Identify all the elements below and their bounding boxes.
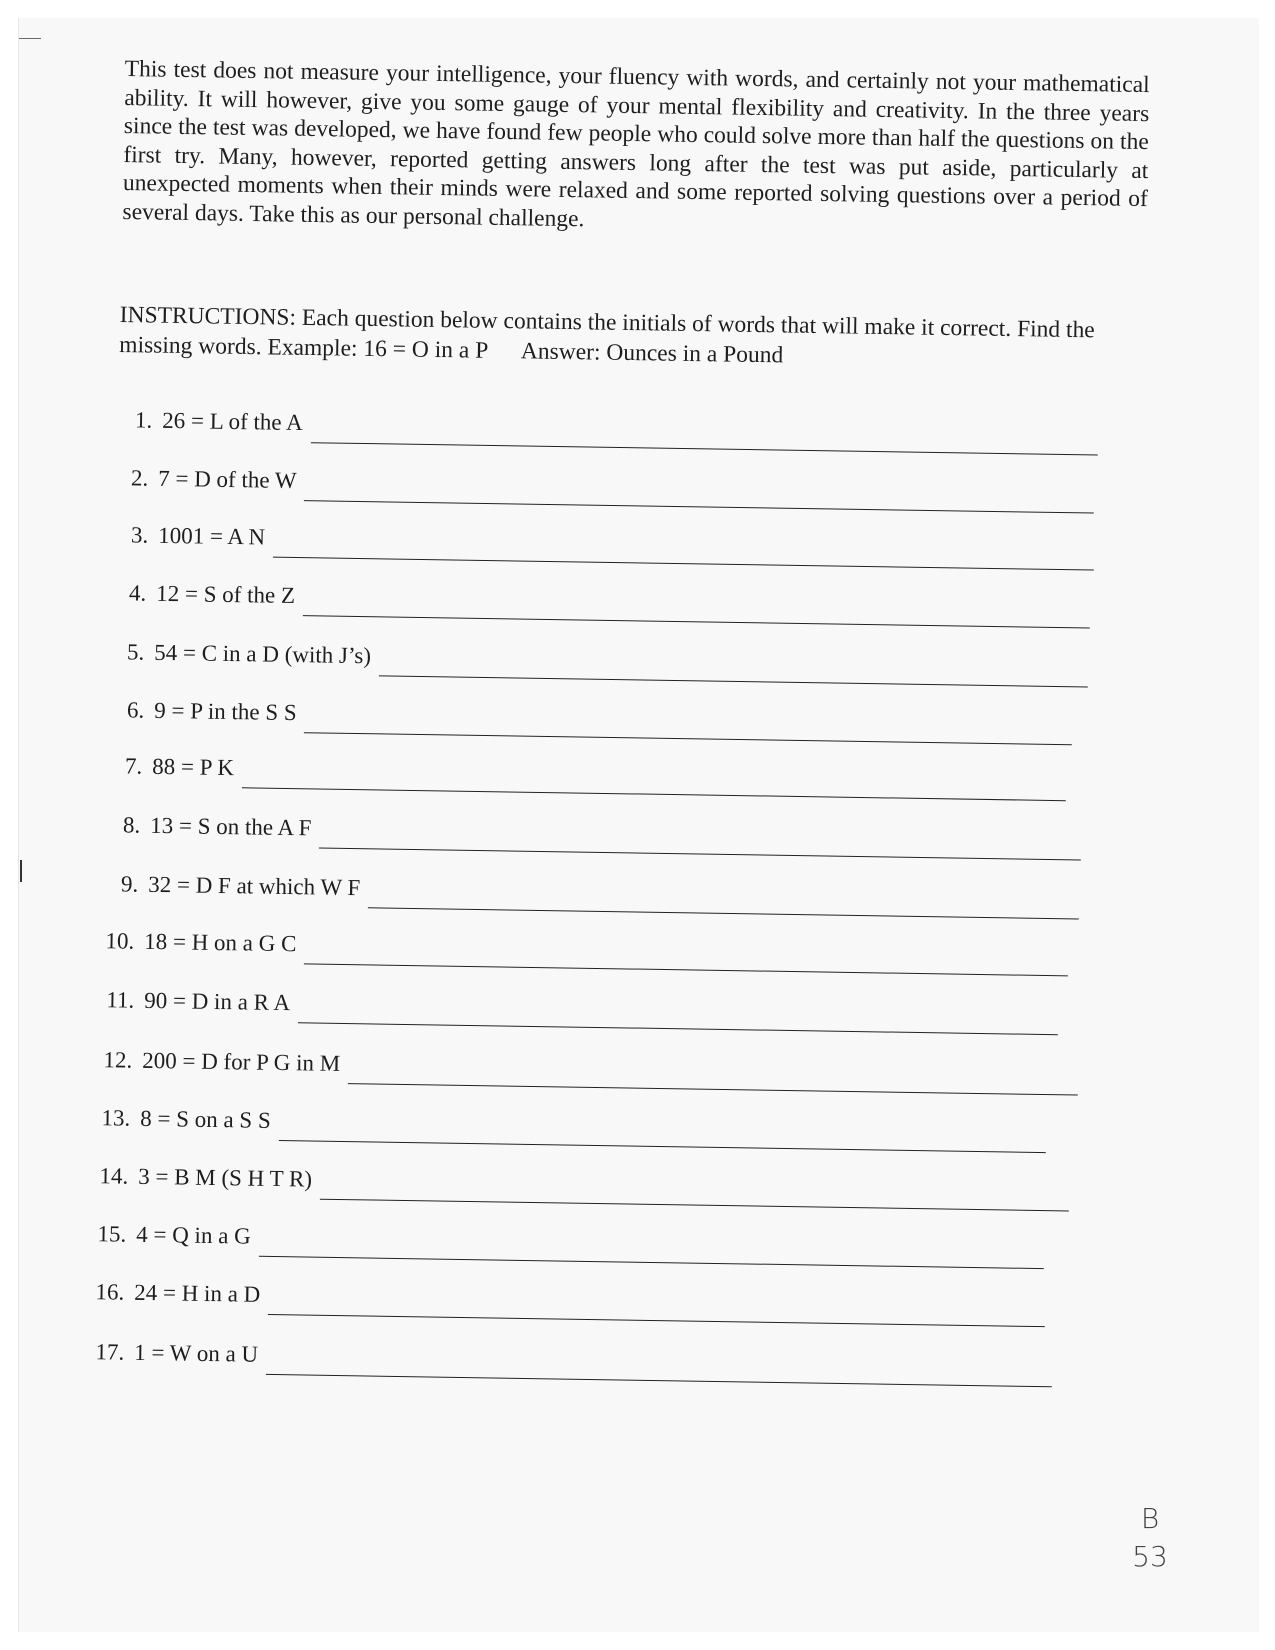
question-text: 1001 = A N bbox=[158, 522, 266, 550]
question-text: 9 = P in the S S bbox=[154, 697, 297, 726]
answer-blank[interactable] bbox=[319, 847, 1081, 861]
question-text: 26 = L of the A bbox=[162, 407, 303, 436]
question-row bbox=[84, 1156, 1069, 1205]
question-text: 7 = D of the W bbox=[158, 465, 297, 494]
answer-blank[interactable] bbox=[348, 1082, 1078, 1095]
question-row bbox=[104, 515, 1094, 565]
intro-paragraph: This test does not measure your intelligence, your fluency with words, and certainly not your mathematical ability. It will however, give you some gauge of your mental flexibility and creativity. In the three years since the test was developed, we have found few people who could solve more than half the questions on the first try. Many, however, reported getting answers long after the test was put aside, particularly at unexpected moments when their minds were relaxed and some reported solving questions over a period of several days. Take this as our personal challenge. bbox=[122, 55, 1150, 232]
question-number: 17. bbox=[95, 1339, 125, 1365]
question-row bbox=[88, 1040, 1078, 1090]
question-row bbox=[86, 1098, 1046, 1147]
question-number: 13. bbox=[101, 1105, 131, 1131]
instructions-label: INSTRUCTIONS: bbox=[119, 301, 297, 331]
answer-blank[interactable] bbox=[368, 906, 1079, 919]
question-text: 12 = S of the Z bbox=[156, 580, 296, 609]
question-number: 3. bbox=[130, 522, 149, 548]
question-row bbox=[96, 805, 1081, 854]
question-number: 8. bbox=[122, 812, 141, 838]
question-number: 7. bbox=[124, 753, 143, 779]
answer-blank[interactable] bbox=[379, 674, 1088, 687]
example-text: 16 = O in a P bbox=[363, 335, 489, 364]
question-number: 4. bbox=[128, 580, 147, 606]
answer-blank[interactable] bbox=[298, 1021, 1058, 1035]
question-row bbox=[102, 573, 1090, 623]
question-row bbox=[108, 400, 1098, 450]
question-text: 54 = C in a D (with J’s) bbox=[154, 639, 372, 669]
question-number: 11. bbox=[106, 987, 135, 1013]
question-row bbox=[90, 980, 1058, 1029]
question-row bbox=[90, 921, 1068, 970]
question-row bbox=[82, 1214, 1044, 1263]
question-number: 10. bbox=[105, 928, 135, 954]
handwritten-page-mark bbox=[1120, 1500, 1180, 1576]
answer-blank[interactable] bbox=[268, 1313, 1045, 1327]
handwritten-page-number: 53 bbox=[1132, 1540, 1168, 1573]
question-text: 3 = B M (S H T R) bbox=[138, 1163, 313, 1192]
question-number: 16. bbox=[95, 1279, 125, 1305]
answer-blank[interactable] bbox=[303, 614, 1090, 628]
question-text: 24 = H in a D bbox=[134, 1279, 261, 1307]
question-number: 14. bbox=[99, 1163, 129, 1189]
question-number: 12. bbox=[103, 1047, 133, 1073]
question-text: 200 = D for P G in M bbox=[142, 1047, 341, 1076]
question-number: 5. bbox=[126, 639, 145, 665]
question-row bbox=[80, 1332, 1052, 1381]
answer-blank[interactable] bbox=[273, 556, 1094, 571]
question-text: 18 = H on a G C bbox=[144, 928, 297, 957]
answer-blank[interactable] bbox=[258, 1255, 1043, 1269]
answer-blank[interactable] bbox=[310, 441, 1097, 455]
answer-blank[interactable] bbox=[304, 499, 1094, 513]
question-number: 9. bbox=[120, 871, 139, 897]
answer-blank[interactable] bbox=[278, 1139, 1045, 1153]
question-row bbox=[100, 690, 1072, 739]
answer-blank[interactable] bbox=[304, 962, 1068, 976]
answer-text: Ounces in a Pound bbox=[606, 339, 784, 369]
question-row bbox=[104, 458, 1094, 508]
question-text: 8 = S on a S S bbox=[140, 1105, 271, 1133]
answer-blank[interactable] bbox=[242, 786, 1066, 801]
question-text: 88 = P K bbox=[152, 753, 235, 781]
question-number: 6. bbox=[126, 697, 145, 723]
question-row bbox=[94, 864, 1079, 913]
answer-blank[interactable] bbox=[266, 1373, 1052, 1387]
answer-label: Answer: bbox=[520, 338, 601, 366]
question-text: 4 = Q in a G bbox=[136, 1221, 251, 1249]
question-text: 13 = S on the A F bbox=[150, 812, 312, 841]
question-text: 32 = D F at which W F bbox=[148, 871, 361, 901]
question-number: 15. bbox=[97, 1221, 127, 1247]
question-row bbox=[98, 746, 1066, 795]
question-number: 2. bbox=[130, 465, 149, 491]
answer-blank[interactable] bbox=[304, 731, 1071, 745]
handwritten-letter: B bbox=[1140, 1502, 1160, 1535]
example-label: Example: bbox=[267, 334, 358, 362]
answer-blank[interactable] bbox=[320, 1198, 1069, 1212]
question-row bbox=[100, 632, 1088, 682]
question-text: 1 = W on a U bbox=[134, 1339, 259, 1367]
question-number: 1. bbox=[134, 407, 153, 433]
instructions-text: Each question below contains the initials of words that will make it correct. Find the missing words. bbox=[119, 304, 1095, 361]
question-row bbox=[80, 1272, 1045, 1321]
question-text: 90 = D in a R A bbox=[144, 987, 291, 1016]
